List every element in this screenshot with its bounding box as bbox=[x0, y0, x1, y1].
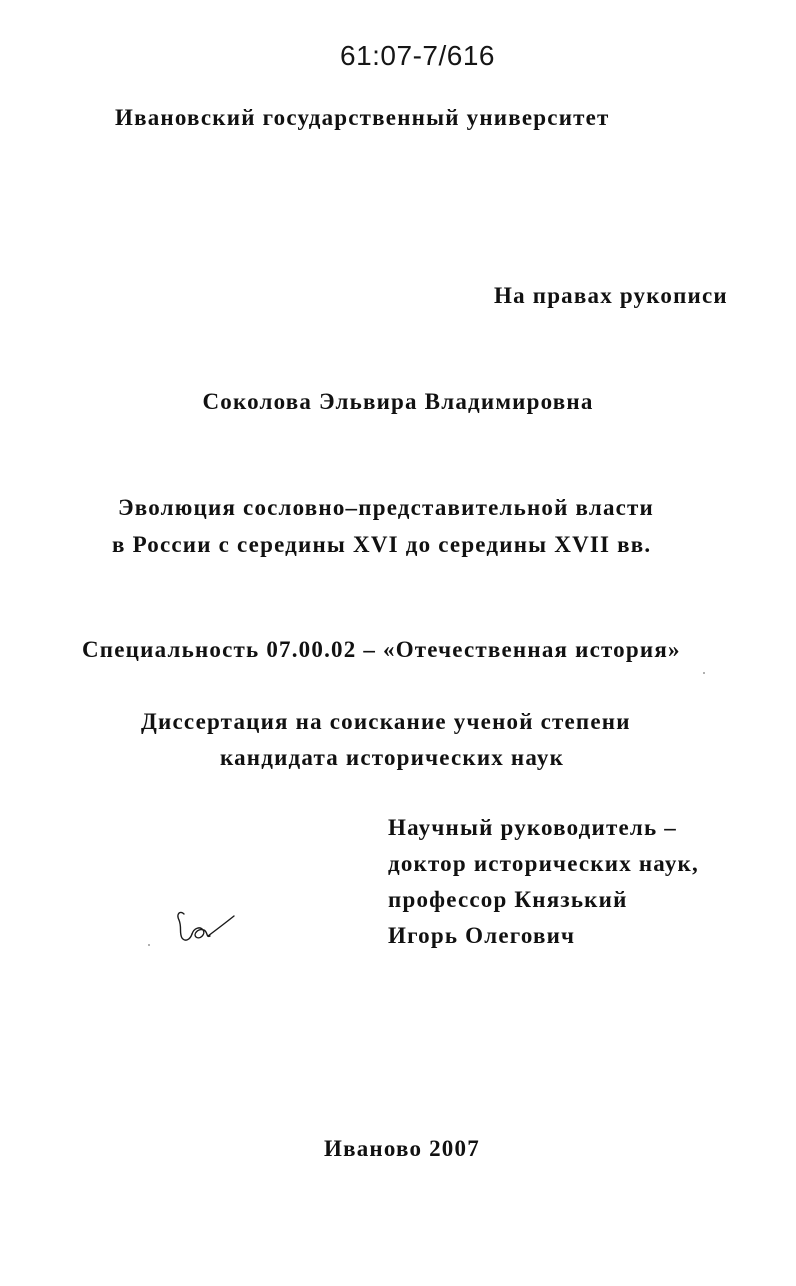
degree-line-1: Диссертация на соискание ученой степени bbox=[141, 709, 631, 734]
specialty-line: Специальность 07.00.02 – «Отечественная история» bbox=[82, 637, 681, 662]
scan-speck bbox=[148, 944, 150, 946]
manuscript-note: На правах рукописи bbox=[494, 283, 728, 308]
degree-line-2: кандидата исторических наук bbox=[220, 745, 565, 770]
advisor-line-3: профессор Князький bbox=[388, 887, 628, 912]
title-line-2: в России с середины XVI до середины XVII вв. bbox=[112, 532, 652, 557]
place-and-year: Иваново 2007 bbox=[324, 1136, 480, 1161]
university-name: Ивановский государственный университет bbox=[115, 105, 610, 130]
advisor-line-1: Научный руководитель – bbox=[388, 815, 677, 840]
author-name: Соколова Эльвира Владимировна bbox=[202, 389, 594, 414]
advisor-line-2: доктор исторических наук, bbox=[388, 851, 699, 876]
scan-speck bbox=[703, 672, 705, 674]
handwritten-signature-icon bbox=[170, 900, 250, 955]
title-line-1: Эволюция сословно–представительной власти bbox=[118, 495, 655, 520]
shelf-mark: 61:07-7/616 bbox=[340, 40, 495, 71]
advisor-line-4: Игорь Олегович bbox=[388, 923, 576, 948]
